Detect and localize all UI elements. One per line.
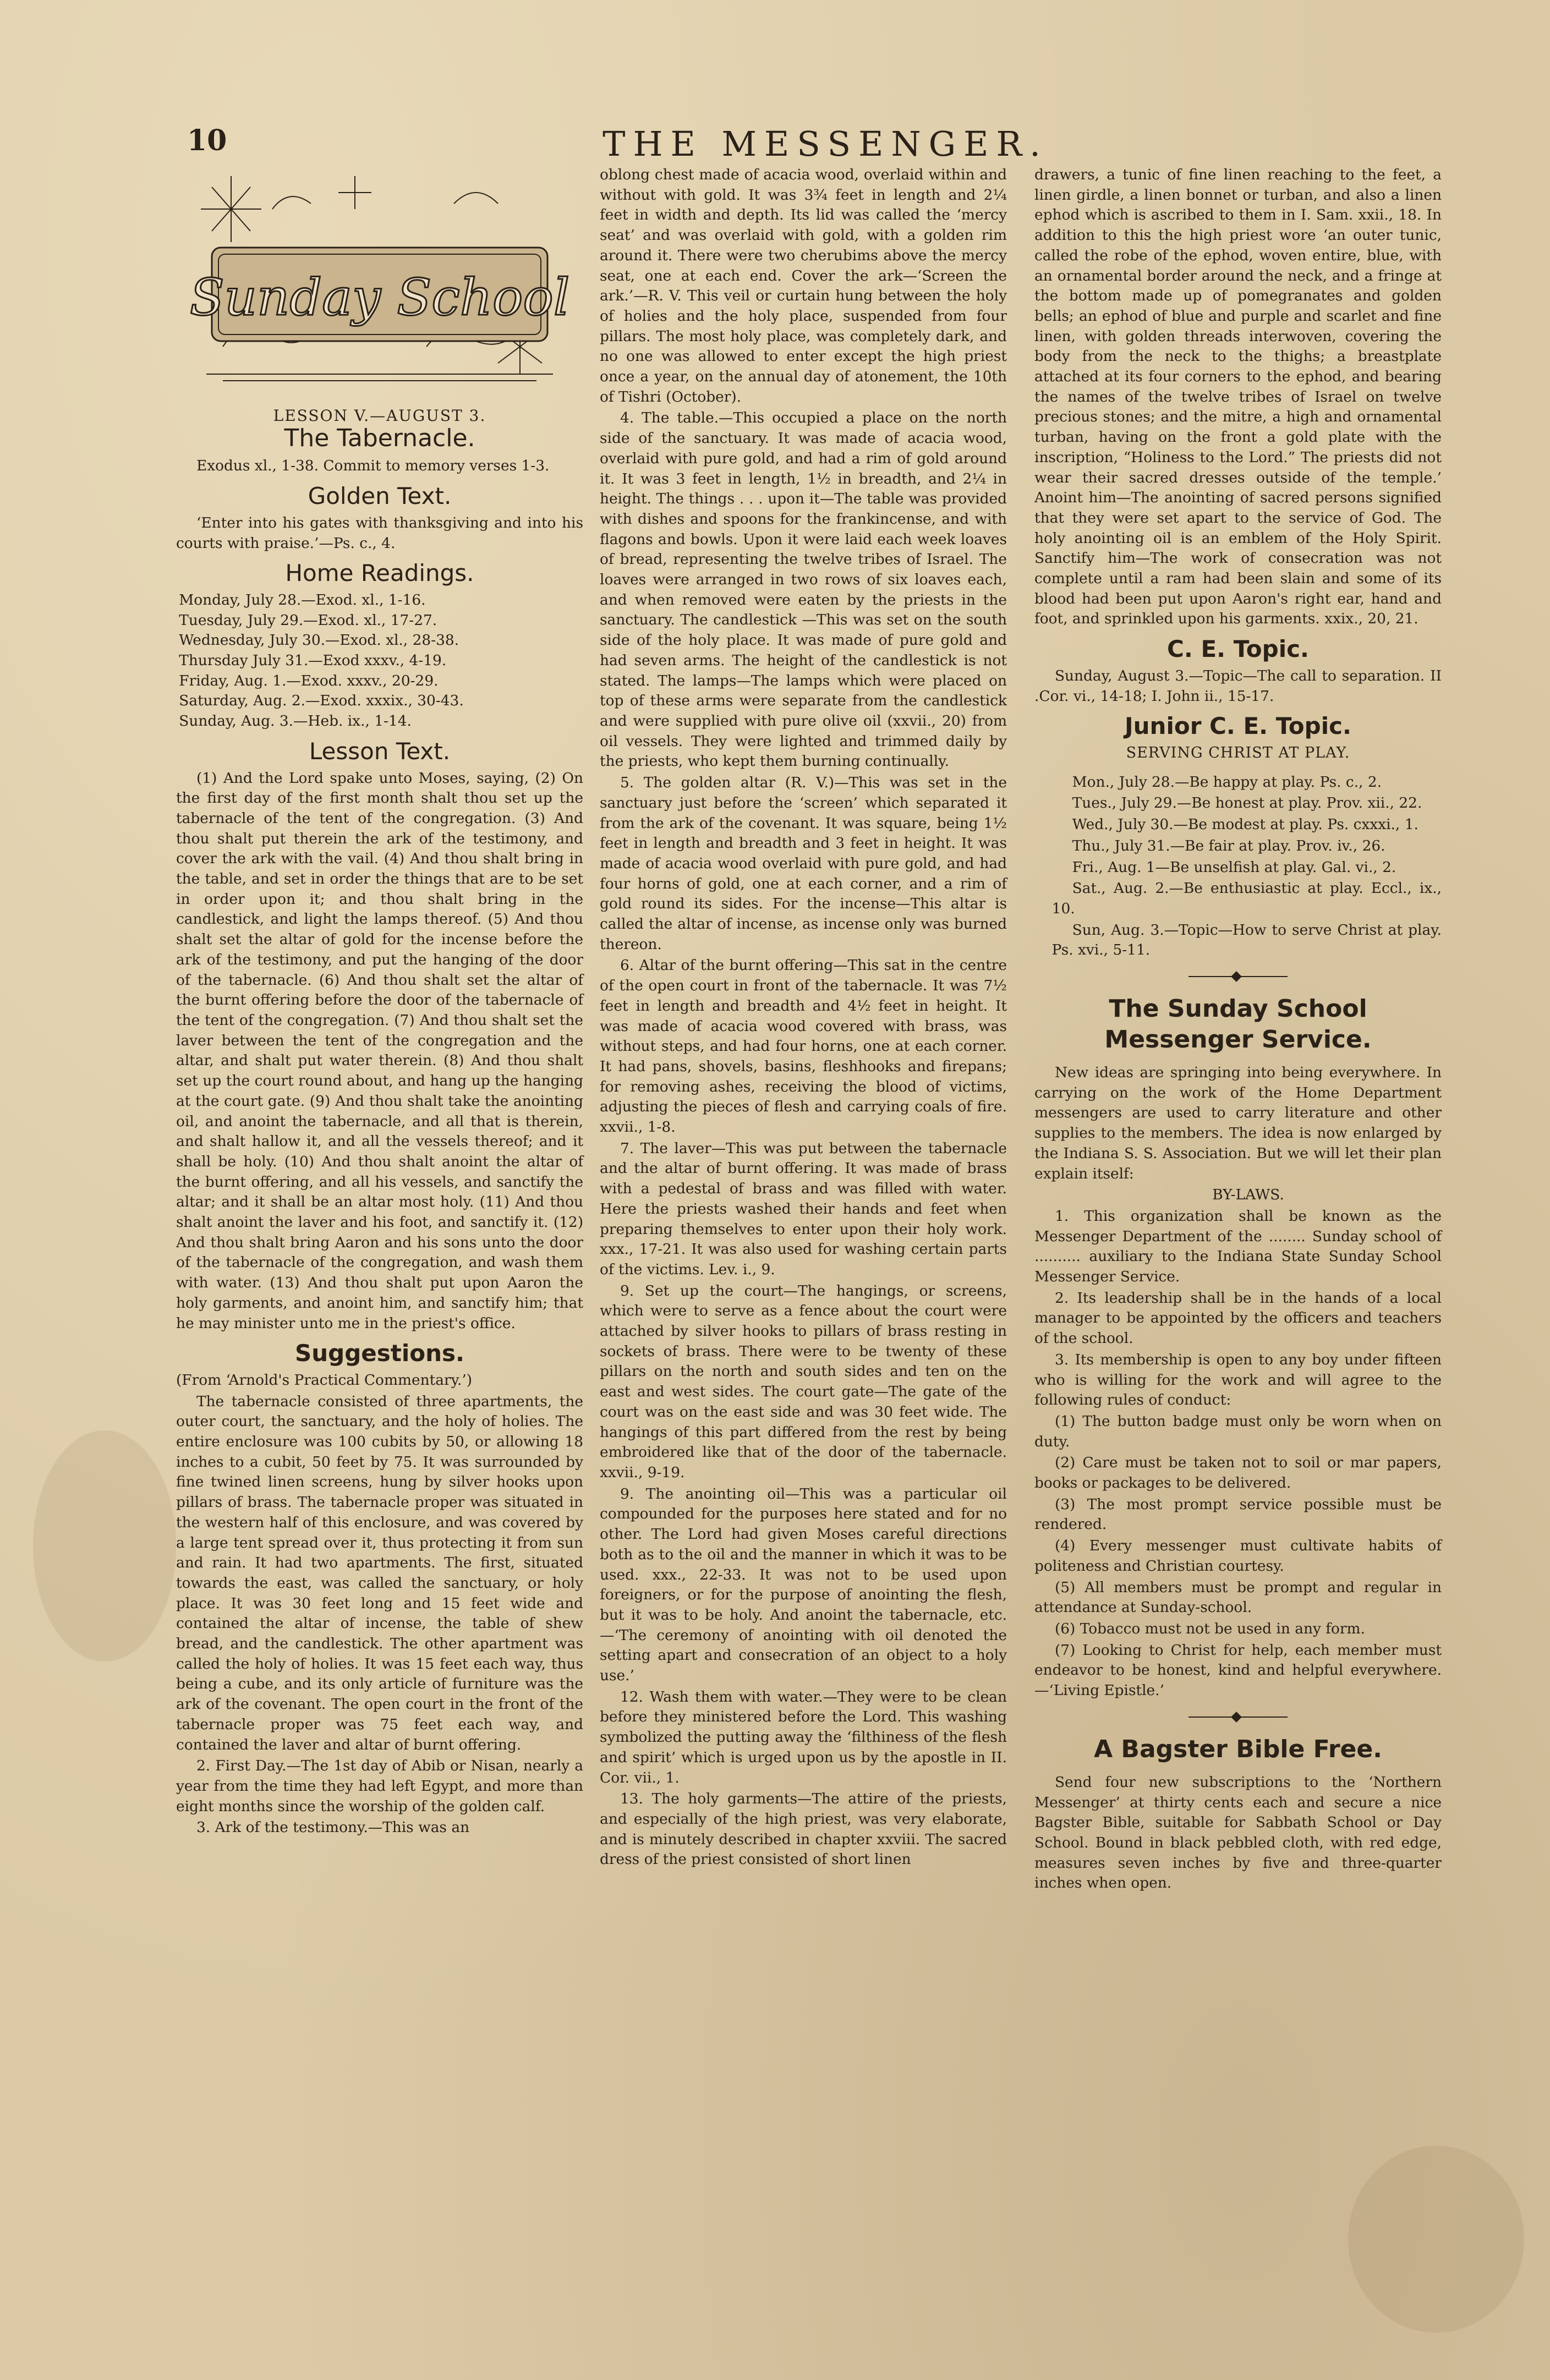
bylaw-item: (3) The most prompt service possible must be rendered. [1034,1495,1442,1533]
ce-topic-text: Sunday, August 3.—Topic—The call to separation. II .Cor. vi., 14-18; I. John ii., 15-17. [1034,667,1442,705]
commentary-paragraph: drawers, a tunic of fine linen reaching to the feet, a linen girdle, a linen bonnet or turban, and also a linen ephod which is ascribed to them in I. Sam. xxii., 18. In addition to this the high priest wore ‘an outer tunic, called the robe of the ephod, woven entire, blue, with an ornamental border around the neck, and a fringe at the bottom made up of pomegranates and golden bells; an ephod of blue and purple and scarlet and fine linen, with golden threads interwoven, covering the body from the neck to the thighs; a breastplate attached at its four corners to the ephod, and bearing the names of the twelve tribes of Israel on twelve precious stones; and the mitre, a high and ornamental turban, having on the front a gold plate with the inscription, “Holiness to the Lord.” The priests did not wear their sacred dresses outside of the temple.’ Anoint him—The anointing of sacred persons signified that they were set apart to the service of God. The holy anointing oil is an emblem of the Holy Spirit. Sanctify him—The work of consecration was not complete until a ram had been slain and some of its blood had been put upon Aaron's right ear, hand and foot, and sprinkled upon his garments. xxix., 20, 21. [1034,166,1442,628]
column-1 [176,165,583,1839]
bylaw-item: 3. Its membership is open to any boy under fifteen who is willing for the work and will agree to the following rules of conduct: [1034,1351,1442,1409]
commentary-paragraph: 4. The table.—This occupied a place on the north side of the sanctuary. It was made of acacia wood, overlaid with pure gold, and had a rim of gold around it. It was 3 feet in length, 1½ in breadth, and 2¼ in height. The things . . . upon it—The table was provided with dishes and spoons for the frankincense, and with flagons and bowls. Upon it were laid each week loaves of bread, representing the twelve tribes of Israel. The loaves were arranged in two rows of six loaves each, and when removed were eaten by the priests in the sanctuary. The candlestick —This was set on the south side of the holy place. It was made of pure gold and had seven arms. The height of the candlestick is not stated. The lamps—The lamps which were placed on top of these arms were separate from the candlestick and were supplied with pure olive oil (xxvii., 20) from oil vessels. They were lighted and trimmed daily by the priests, who kept them burning continually. [600,409,1007,770]
junior-topic-item: Sun, Aug. 3.—Topic—How to serve Christ at play. Ps. xvi., 5-11. [1051,921,1442,959]
sunday-school-banner-art [190,165,569,396]
junior-topic-item: Wed., July 30.—Be modest at play. Ps. cxxxi., 1. [1072,816,1418,833]
lesson-title: The Tabernacle. [284,424,475,452]
page-number: 10 [187,124,227,157]
home-readings-heading: Home Readings. [285,560,474,587]
home-reading-item: Tuesday, July 29.—Exod. xl., 17-27. [179,611,437,629]
paper-stain [33,1430,176,1661]
suggestions-heading: Suggestions. [295,1340,464,1367]
bylaw-item: (2) Care must be taken not to soil or mar papers, books or packages to be delivered. [1034,1454,1442,1492]
commentary-paragraph: 5. The golden altar (R. V.)—This was set in the sanctuary just before the ‘screen’ which separated it from the ark of the covenant. It was square, being 1½ feet in length and breadth and 3 feet in height. It was made of acacia wood overlaid with pure gold, and had four horns of gold, one at each corner, and a rim of gold round its sides. For the incense—This altar is called the altar of incense, as incense only was burned thereon. [600,774,1007,953]
commentary-paragraph: 6. Altar of the burnt offering—This sat in the centre of the open court in front of the tabernacle. It was 7½ feet in length and breadth and 4½ feet in height. It was made of acacia wood covered with brass, was without steps, and had four horns, one at each corner. It had pans, shovels, basins, fleshhooks and firepans; for removing ashes, receiving the blood of victims, adjusting the pieces of flesh and carrying coals of fire. xxvii., 1-8. [600,957,1007,1136]
junior-topic-item: Tues., July 29.—Be honest at play. Prov. xii., 22. [1072,794,1422,812]
bylaws-heading: BY-LAWS. [1212,1186,1284,1204]
lesson-text-heading: Lesson Text. [309,737,451,765]
paper-stain [1348,2146,1524,2333]
commentary-paragraph: oblong chest made of acacia wood, overlaid within and without with gold. It was 3¾ feet in length and 2¼ feet in width and depth. Its lid was called the ‘mercy seat’ and was overlaid with gold, with a golden rim around it. There were two cherubims above the mercy seat, one at each end. Cover the ark—‘Screen the ark.’—R. V. This veil or curtain hung between the holy of holies and the holy place, suspended from four pillars. The most holy place, was completely dark, and no one was allowed to enter except the high priest once a year, on the annual day of atonement, the 10th of Tishri (October). [600,166,1007,405]
bagster-bible-text: Send four new subscriptions to the ‘Northern Messenger’ at thirty cents each and secure a nice Bagster Bible, suitable for Sabbath School or Day School. Bound in black pebbled cloth, with red edge, measures seven inches by five and three-quarter inches when open. [1034,1773,1442,1892]
junior-topic-item: Mon., July 28.—Be happy at play. Ps. c., 2. [1072,773,1382,791]
junior-ce-subheading: SERVING CHRIST AT PLAY. [1126,744,1350,761]
junior-ce-topic-heading: Junior C. E. Topic. [1125,712,1351,740]
lesson-text: (1) And the Lord spake unto Moses, saying, (2) On the first day of the first month shalt thou set up the tabernacle of the tent of the congregation. (3) And thou shalt put therein the ark of the testimony, and cover the ark with the vail. (4) And thou shalt bring in the table, and set in order the things that are to be set in order upon it; and thou shalt bring in the candlestick, and light the lamps thereof. (5) And thou shalt set the altar of gold for the incense before the ark of the testimony, and put the hanging of the door of the tabernacle. (6) And thou shalt set the altar of the burnt offering before the door of the tabernacle of the tent of the congregation. (7) And thou shalt set the laver between the tent of the congregation and the altar, and shalt put water therein. (8) And thou shalt set up the court round about, and hang up the hanging at the court gate. (9) And thou shalt take the anointing oil, and anoint the tabernacle, and all that is therein, and shalt hallow it, and all the vessels thereof; and it shall be holy. (10) And thou shalt anoint the altar of the burnt offering, and all his vessels, and sanctify the altar; and it shall be an altar most holy. (11) And thou shalt anoint the laver and his foot, and sanctify it. (12) And thou shalt bring Aaron and his sons unto the door of the tabernacle of the congregation, and wash them with water. (13) And thou shalt put upon Aaron the holy garments, and anoint him, and sanctify him; that he may minister unto me in the priest's office. [176,769,583,1332]
section-divider [1188,1717,1288,1718]
ce-topic-heading: C. E. Topic. [1167,635,1309,663]
suggestions-source: (From ‘Arnold's Practical Commentary.’) [176,1371,473,1389]
messenger-service-heading: The Sunday School Messenger Service. [1104,995,1372,1054]
commentary-paragraph: 13. The holy garments—The attire of the priests, and especially of the high priest, was very elaborate, and is minutely described in chapter xxviii. The sacred dress of the priest consisted of short linen [600,1790,1007,1868]
messenger-service-intro: New ideas are springing into being everywhere. In carrying on the work of the Home Department messengers are used to carry literature and other supplies to the members. The idea is now enlarged by the Indiana S. S. Association. But we will let their plan explain itself: [1034,1064,1442,1182]
bylaw-item: (4) Every messenger must cultivate habits of politeness and Christian courtesy. [1034,1537,1442,1575]
home-reading-item: Sunday, Aug. 3.—Heb. ix., 1-14. [179,712,412,730]
home-reading-item: Thursday July 31.—Exod xxxv., 4-19. [179,652,447,670]
golden-text-heading: Golden Text. [308,482,452,510]
column-3 [1034,165,1442,1895]
column-2 [600,165,1007,1871]
golden-text: ‘Enter into his gates with thanksgiving and into his courts with praise.’—Ps. c., 4. [176,514,583,552]
home-reading-item: Friday, Aug. 1.—Exod. xxxv., 20-29. [179,672,439,689]
commentary-paragraph: 9. The anointing oil—This was a particular oil compounded for the purposes here stated and for no other. The Lord had given Moses careful directions both as to the oil and the manner in which it was to be used. xxx., 22-33. It was not to be used upon foreigners, or for the purpose of anointing the flesh, but it was to be holy. And anoint the tabernacle, etc.—‘The ceremony of anointing with oil denoted the setting apart and consecration of an object to a holy use.’ [600,1485,1007,1685]
lesson-number: LESSON V.—AUGUST 3. [273,407,486,425]
home-reading-item: Monday, July 28.—Exod. xl., 1-16. [179,591,426,608]
home-reading-item: Wednesday, July 30.—Exod. xl., 28-38. [179,632,459,649]
sunday-school-banner [190,165,569,396]
junior-topic-item: Sat., Aug. 2.—Be enthusiastic at play. Eccl., ix., 10. [1051,880,1442,917]
bylaw-item: (6) Tobacco must not be used in any form. [1054,1620,1365,1637]
junior-topic-item: Fri., Aug. 1—Be unselfish at play. Gal. vi., 2. [1072,858,1396,876]
bylaw-item: 1. This organization shall be known as the Messenger Department of the ........ Sunday school of .......... auxiliary to the Indiana State Sunday School Messenger Service. [1034,1207,1442,1286]
commentary-paragraph: 9. Set up the court—The hangings, or screens, which were to serve as a fence about the court were attached by silver hooks to pillars of brass resting in sockets of brass. There were to be twenty of these pillars on the north and south sides and ten on the east and west sides. The court gate—The gate of the court was on the east side and was 30 feet wide. The hangings of this part differed from the rest by being embroidered like that of the door of the tabernacle. xxvii., 9-19. [600,1282,1007,1481]
bagster-bible-heading: A Bagster Bible Free. [1094,1735,1382,1763]
section-divider [1188,976,1288,977]
banner-title: Sunday School [190,268,569,327]
commentary-paragraph: 7. The laver—This was put between the tabernacle and the altar of burnt offering. It was made of brass with a pedestal of brass and was filled with water. Here the priests washed their hands and feet when preparing themselves to enter upon their holy work. xxx., 17-21. It was also used for washing certain parts of the victims. Lev. i., 9. [600,1139,1007,1278]
junior-topic-item: Thu., July 31.—Be fair at play. Prov. iv., 26. [1072,837,1385,854]
suggestions-paragraph: 3. Ark of the testimony.—This was an [196,1819,470,1836]
suggestions-paragraph: The tabernacle consisted of three apartments, the outer court, the sanctuary, and the holy of holies. The entire enclosure was 100 cubits by 50, or allowing 18 inches to a cubit, 50 feet by 75. It was surrounded by fine twined linen screens, hung by silver hooks upon pillars of brass. The tabernacle proper was situated in the western half of this enclosure, and was covered by a large tent spread over it, thus protecting it from sun and rain. It had two apartments. The first, situated towards the east, was called the sanctuary, or holy place. It was 30 feet long and 15 feet wide and contained the altar of incense, the table of shew bread, and the candlestick. The other apartment was called the holy of holies. It was 15 feet each way, thus being a cube, and its only article of furniture was the ark of the covenant. The open court in the front of the tabernacle proper was 75 feet each way, and contained the laver and altar of burnt offering. [176,1392,583,1753]
scripture-reference: Exodus xl., 1-38. Commit to memory verses 1-3. [196,457,550,475]
masthead-title: THE MESSENGER. [603,124,1048,164]
home-reading-item: Saturday, Aug. 2.—Exod. xxxix., 30-43. [179,692,464,710]
suggestions-paragraph: 2. First Day.—The 1st day of Abib or Nisan, nearly a year from the time they had left Egypt, and more than eight months since the worship of the golden calf. [176,1757,583,1815]
bylaw-item: 2. Its leadership shall be in the hands of a local manager to be appointed by the officers and teachers of the school. [1034,1289,1442,1347]
home-readings-list [176,590,583,732]
bylaw-item: (7) Looking to Christ for help, each member must endeavor to be honest, kind and helpful everywhere.—‘Living Epistle.’ [1034,1641,1442,1699]
bylaw-item: (1) The button badge must only be worn when on duty. [1034,1412,1442,1450]
commentary-paragraph: 12. Wash them with water.—They were to be clean before they ministered before the Lord. This washing symbolized the putting away the ‘filthiness of the flesh and spirit’ which is urged upon us by the apostle in II. Cor. vii., 1. [600,1688,1007,1786]
bylaw-item: (5) All members must be prompt and regular in attendance at Sunday-school. [1034,1578,1442,1616]
junior-topic-list [1034,772,1442,961]
